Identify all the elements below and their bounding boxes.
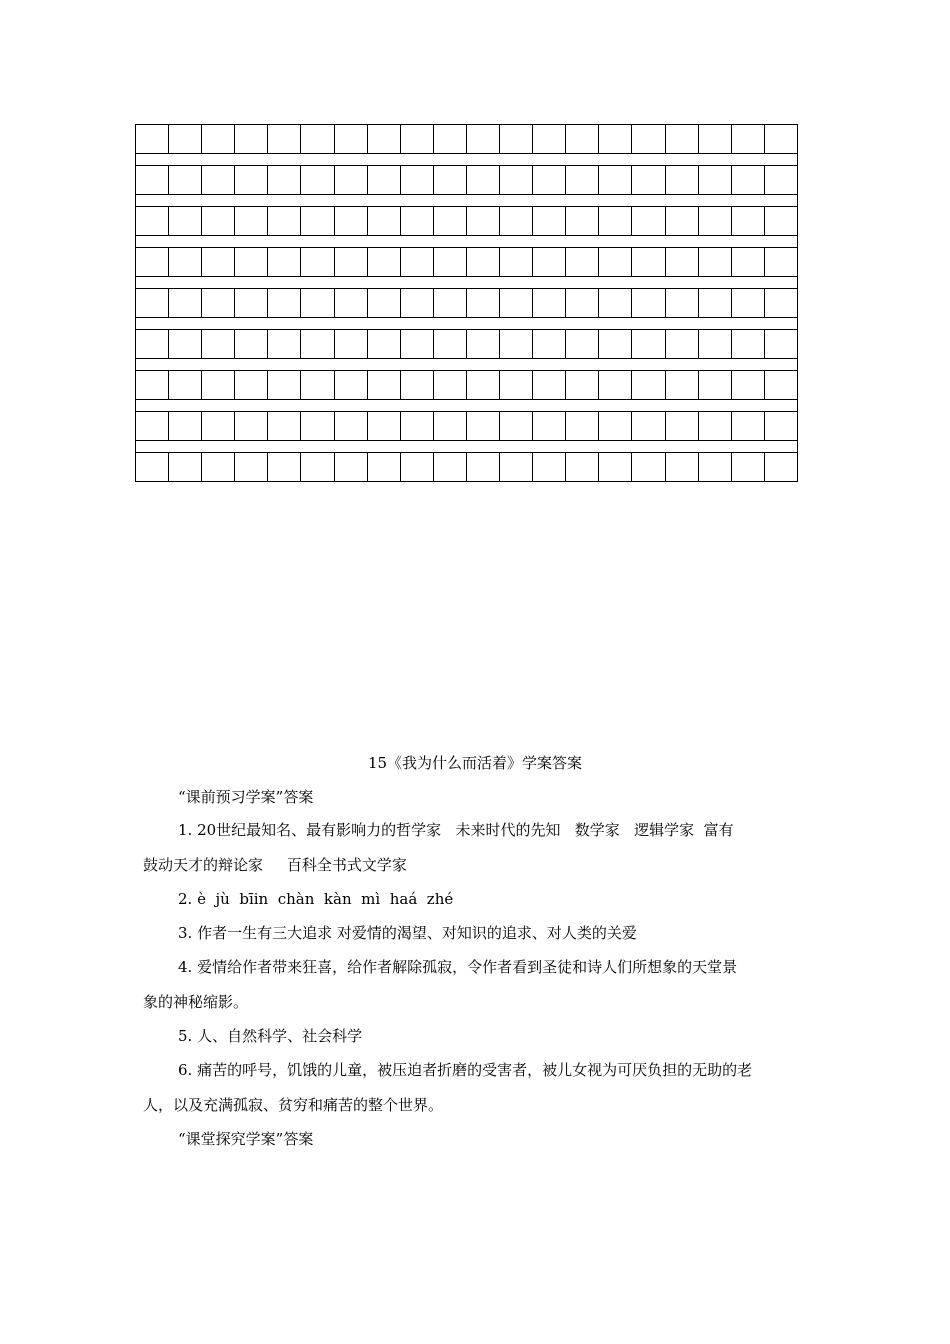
- grid-cell: [136, 330, 169, 358]
- grid-cell: [632, 289, 665, 317]
- grid-cell: [599, 412, 632, 440]
- grid-cell: [765, 330, 798, 358]
- grid-cell: [699, 125, 732, 153]
- grid-cell: [235, 453, 268, 481]
- grid-cell: [268, 412, 301, 440]
- grid-row-gap: [135, 441, 798, 452]
- grid-cell: [765, 248, 798, 276]
- grid-cell: [301, 453, 334, 481]
- grid-cell: [202, 207, 235, 235]
- grid-cell: [202, 371, 235, 399]
- grid-cell: [268, 207, 301, 235]
- answer-title: 15《我为什么而活着》学案答案: [367, 754, 583, 772]
- grid-cell: [268, 453, 301, 481]
- grid-cell: [467, 330, 500, 358]
- answer-5: 5. 人、自然科学、社会科学: [178, 1027, 363, 1045]
- grid-row-gap: [135, 154, 798, 165]
- grid-cell: [434, 453, 467, 481]
- grid-row-gap: [135, 277, 798, 288]
- grid-cell: [599, 330, 632, 358]
- grid-cell: [500, 166, 533, 194]
- grid-cell: [566, 371, 599, 399]
- grid-cell: [632, 248, 665, 276]
- grid-cell: [599, 125, 632, 153]
- grid-cell: [434, 371, 467, 399]
- grid-cell: [666, 248, 699, 276]
- grid-cell: [732, 207, 765, 235]
- grid-cell: [599, 248, 632, 276]
- grid-cell: [632, 371, 665, 399]
- grid-cell: [533, 125, 566, 153]
- grid-cell: [235, 289, 268, 317]
- grid-cell: [169, 330, 202, 358]
- grid-cell: [301, 289, 334, 317]
- grid-cell: [335, 412, 368, 440]
- grid-cell: [666, 330, 699, 358]
- grid-cell: [301, 412, 334, 440]
- grid-cell: [699, 207, 732, 235]
- grid-row-gap: [135, 359, 798, 370]
- grid-cell: [202, 166, 235, 194]
- grid-cell: [301, 207, 334, 235]
- grid-cell: [434, 330, 467, 358]
- grid-cell: [666, 125, 699, 153]
- grid-cell: [533, 289, 566, 317]
- grid-cell: [136, 371, 169, 399]
- grid-cell: [268, 248, 301, 276]
- grid-cell: [732, 289, 765, 317]
- grid-cell: [566, 207, 599, 235]
- grid-cell: [268, 371, 301, 399]
- grid-cell: [268, 166, 301, 194]
- grid-cell: [335, 125, 368, 153]
- grid-cell: [335, 207, 368, 235]
- grid-cell: [335, 166, 368, 194]
- grid-cell: [699, 330, 732, 358]
- answer-3: 3. 作者一生有三大追求 对爱情的渴望、对知识的追求、对人类的关爱: [178, 924, 637, 942]
- grid-cell: [434, 412, 467, 440]
- grid-cell: [666, 412, 699, 440]
- grid-row: [135, 206, 798, 236]
- grid-cell: [368, 207, 401, 235]
- grid-cell: [765, 125, 798, 153]
- grid-cell: [632, 453, 665, 481]
- grid-cell: [599, 289, 632, 317]
- section-heading-classroom: “课堂探究学案”答案: [178, 1130, 314, 1148]
- grid-cell: [202, 289, 235, 317]
- grid-cell: [699, 166, 732, 194]
- grid-cell: [632, 125, 665, 153]
- grid-cell: [169, 166, 202, 194]
- grid-cell: [699, 371, 732, 399]
- grid-cell: [500, 453, 533, 481]
- grid-cell: [566, 330, 599, 358]
- grid-cell: [566, 248, 599, 276]
- grid-cell: [169, 248, 202, 276]
- grid-cell: [666, 207, 699, 235]
- grid-cell: [566, 412, 599, 440]
- grid-cell: [533, 412, 566, 440]
- grid-cell: [500, 330, 533, 358]
- grid-row: [135, 124, 798, 154]
- grid-cell: [566, 289, 599, 317]
- answer-6-line-1: 6. 痛苦的呼号，饥饿的儿童，被压迫者折磨的受害者，被儿女视为可厌负担的无助的老: [178, 1061, 753, 1079]
- grid-row-gap: [135, 195, 798, 206]
- grid-cell: [401, 330, 434, 358]
- grid-cell: [301, 330, 334, 358]
- grid-cell: [136, 207, 169, 235]
- grid-row: [135, 288, 798, 318]
- grid-cell: [434, 166, 467, 194]
- grid-cell: [765, 207, 798, 235]
- grid-cell: [533, 248, 566, 276]
- grid-cell: [268, 289, 301, 317]
- grid-cell: [732, 248, 765, 276]
- grid-cell: [301, 371, 334, 399]
- grid-cell: [169, 453, 202, 481]
- grid-cell: [732, 371, 765, 399]
- grid-cell: [368, 330, 401, 358]
- grid-cell: [136, 412, 169, 440]
- grid-cell: [599, 166, 632, 194]
- grid-cell: [632, 207, 665, 235]
- grid-cell: [699, 412, 732, 440]
- grid-cell: [599, 207, 632, 235]
- grid-cell: [533, 371, 566, 399]
- grid-cell: [533, 453, 566, 481]
- grid-cell: [335, 289, 368, 317]
- grid-cell: [401, 166, 434, 194]
- grid-cell: [368, 125, 401, 153]
- grid-cell: [401, 248, 434, 276]
- grid-cell: [401, 412, 434, 440]
- grid-cell: [467, 248, 500, 276]
- grid-cell: [202, 125, 235, 153]
- grid-cell: [235, 125, 268, 153]
- grid-cell: [533, 207, 566, 235]
- grid-cell: [136, 248, 169, 276]
- grid-cell: [632, 412, 665, 440]
- grid-cell: [401, 207, 434, 235]
- grid-cell: [566, 125, 599, 153]
- grid-cell: [632, 330, 665, 358]
- grid-cell: [368, 412, 401, 440]
- grid-cell: [368, 248, 401, 276]
- answer-4-line-1: 4. 爱情给作者带来狂喜，给作者解除孤寂，令作者看到圣徒和诗人们所想象的天堂景: [178, 958, 738, 976]
- grid-cell: [467, 371, 500, 399]
- grid-cell: [268, 330, 301, 358]
- grid-cell: [202, 453, 235, 481]
- grid-cell: [301, 248, 334, 276]
- grid-cell: [401, 453, 434, 481]
- grid-cell: [666, 371, 699, 399]
- answer-2: 2. è jù bīin chàn kàn mì haá zhé: [178, 890, 454, 908]
- grid-cell: [136, 453, 169, 481]
- grid-cell: [765, 412, 798, 440]
- composition-grid: [135, 124, 798, 482]
- grid-cell: [202, 330, 235, 358]
- grid-row: [135, 452, 798, 482]
- grid-cell: [434, 125, 467, 153]
- grid-cell: [235, 412, 268, 440]
- grid-cell: [666, 289, 699, 317]
- grid-cell: [599, 371, 632, 399]
- grid-cell: [500, 125, 533, 153]
- grid-cell: [500, 248, 533, 276]
- grid-cell: [699, 289, 732, 317]
- grid-row-gap: [135, 318, 798, 329]
- grid-cell: [467, 207, 500, 235]
- grid-cell: [335, 248, 368, 276]
- grid-cell: [500, 207, 533, 235]
- grid-cell: [732, 412, 765, 440]
- grid-cell: [235, 207, 268, 235]
- grid-cell: [533, 330, 566, 358]
- grid-cell: [467, 125, 500, 153]
- grid-cell: [368, 453, 401, 481]
- grid-cell: [169, 125, 202, 153]
- grid-cell: [765, 289, 798, 317]
- grid-row: [135, 247, 798, 277]
- grid-cell: [434, 289, 467, 317]
- grid-cell: [335, 453, 368, 481]
- grid-cell: [732, 453, 765, 481]
- grid-cell: [434, 207, 467, 235]
- grid-cell: [566, 453, 599, 481]
- grid-cell: [599, 453, 632, 481]
- grid-cell: [136, 289, 169, 317]
- grid-cell: [301, 125, 334, 153]
- grid-cell: [368, 166, 401, 194]
- grid-cell: [500, 289, 533, 317]
- grid-cell: [765, 453, 798, 481]
- grid-cell: [732, 330, 765, 358]
- grid-cell: [533, 166, 566, 194]
- grid-cell: [467, 166, 500, 194]
- grid-cell: [235, 248, 268, 276]
- grid-cell: [169, 371, 202, 399]
- grid-cell: [401, 371, 434, 399]
- grid-cell: [335, 330, 368, 358]
- grid-row: [135, 329, 798, 359]
- grid-row: [135, 411, 798, 441]
- answer-4-line-2: 象的神秘缩影。: [143, 993, 249, 1011]
- grid-cell: [467, 412, 500, 440]
- grid-cell: [765, 166, 798, 194]
- grid-row-gap: [135, 400, 798, 411]
- grid-cell: [268, 125, 301, 153]
- section-heading-preview: “课前预习学案”答案: [178, 788, 314, 806]
- grid-cell: [169, 289, 202, 317]
- grid-cell: [467, 453, 500, 481]
- grid-row: [135, 165, 798, 195]
- answer-6-line-2: 人，以及充满孤寂、贫穷和痛苦的整个世界。: [143, 1096, 444, 1114]
- grid-cell: [202, 412, 235, 440]
- grid-cell: [235, 371, 268, 399]
- grid-cell: [401, 125, 434, 153]
- grid-cell: [666, 166, 699, 194]
- answer-1-line-2: 鼓动天才的辩论家 百科全书式文学家: [143, 856, 407, 874]
- grid-row: [135, 370, 798, 400]
- grid-cell: [732, 166, 765, 194]
- grid-cell: [235, 166, 268, 194]
- grid-cell: [401, 289, 434, 317]
- grid-cell: [632, 166, 665, 194]
- grid-cell: [368, 371, 401, 399]
- grid-cell: [136, 166, 169, 194]
- grid-cell: [467, 289, 500, 317]
- grid-cell: [666, 453, 699, 481]
- grid-cell: [566, 166, 599, 194]
- grid-cell: [235, 330, 268, 358]
- grid-cell: [169, 412, 202, 440]
- grid-cell: [500, 371, 533, 399]
- grid-cell: [169, 207, 202, 235]
- grid-cell: [699, 248, 732, 276]
- grid-row-gap: [135, 236, 798, 247]
- grid-cell: [335, 371, 368, 399]
- answer-1-line-1: 1. 20世纪最知名、最有影响力的哲学家 未来时代的先知 数学家 逻辑学家 富有: [178, 821, 734, 839]
- grid-cell: [699, 453, 732, 481]
- grid-cell: [500, 412, 533, 440]
- grid-cell: [765, 371, 798, 399]
- grid-cell: [434, 248, 467, 276]
- grid-cell: [136, 125, 169, 153]
- grid-cell: [732, 125, 765, 153]
- grid-cell: [202, 248, 235, 276]
- grid-cell: [368, 289, 401, 317]
- grid-cell: [301, 166, 334, 194]
